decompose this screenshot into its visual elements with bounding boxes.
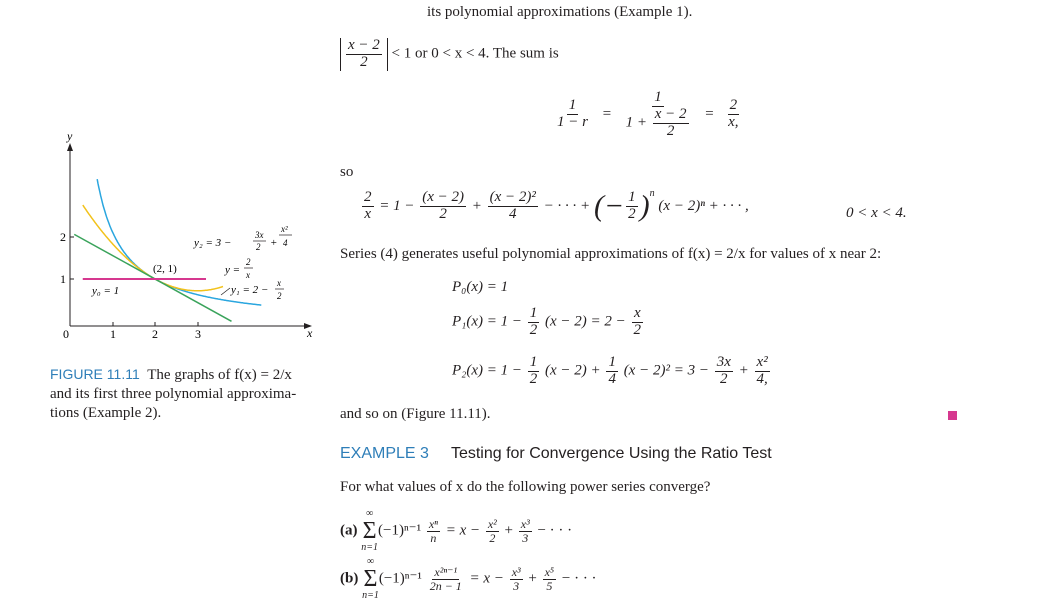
figure-11-11-graph [50,128,320,348]
label-y2-f2-den: 4 [283,238,288,248]
sum-formula: $\frac{1}{1 - r}$ = 1 1 + $\frac{x - 2}{2}$ = $\frac{2}{x,}$ [557,89,739,139]
label-f: y = [225,264,241,276]
label-f-group [224,257,253,280]
label-y2-f2-num: x² [281,224,288,234]
label-y2-f1-den: 2 [256,242,261,252]
end-of-example-mark [948,411,957,420]
label-f-num: 2 [246,257,251,267]
label-y1-group [221,278,284,301]
example-heading [340,445,772,463]
figure-caption: FIGURE 11.11 The graphs of f(x) = 2/x and its first three polynomial approxima- tions (Example 2). [50,366,297,421]
label-y1-frac-num: x [277,278,281,288]
series-range: 0 < x < 4. [846,205,907,221]
example-part-a: (a) ∞ Σ n=1 (−1)ⁿ⁻¹ $\frac{\text{xⁿ}}{n}$ = x − $\frac{\text{x²}}{2}$ + $\frac{\text{x³}}{3}$ − · · · [340,508,573,553]
convergence-condition: $\frac{x - 2}{2}$ < 1 or 0 < x < 4. The sum is [340,38,559,71]
caption-label: FIGURE 11.11 [50,366,140,382]
x-tick-label-0: 0 [63,327,69,341]
series-expansion: $\frac{2}{x}$ = 1 − $\frac{(x - 2)}{2}$ + $\frac{\text{(x − 2)²}}{4}$ − · · · + (− $\frac{1}{2}$ )$^n$ (x − 2)ⁿ + · · · , [364,188,749,223]
x-axis-label: x [307,326,313,340]
example-question: For what values of x do the following power series converge? [340,479,711,495]
label-y0: y₀ = 1 [92,285,120,297]
and-so-on: and so on (Figure 11.11). [340,406,491,422]
label-y2-plus: + [270,237,278,249]
y-axis-label: y [67,129,73,143]
label-f-den: x [246,270,250,280]
x-tick-label-3: 3 [195,327,201,341]
label-y1: y₁ = 2 − [231,284,269,296]
approx-p1: P₁(x) = 1 − $\frac{1}{2}$ (x − 2) = 2 − $\frac{x}{2}$ [452,305,642,338]
x-tick-label-2: 2 [152,327,158,341]
example-part-b: (b) ∞ Σ n=1 (−1)ⁿ⁻¹ $\frac{\text{x²ⁿ⁻¹}}{2n - 1}$ = x − $\frac{\text{x³}}{3}$ + $\frac{\text{x⁵}}{5}$ − · · · [340,556,597,601]
intro-text: its polynomial approximations (Example 1). [427,4,693,20]
x-tick-label-1: 1 [110,327,116,341]
example-label: EXAMPLE 3 [340,445,429,462]
so-label: so [340,164,354,180]
label-y2: y₂ = 3 − [194,237,232,249]
approx-p2: P₂(x) = 1 − $\frac{1}{2}$ (x − 2) + $\frac{1}{4}$ (x − 2)² = 3 − $\frac{3x}{2}$ + $\frac{\text{x²}}{4,}$ [452,354,768,387]
label-y2-group [193,224,292,252]
series-sentence: Series (4) generates useful polynomial approximations of f(x) = 2/x for values of x near 2: [340,246,882,262]
y-tick-label-2: 2 [60,230,66,244]
example-title: Testing for Convergence Using the Ratio Test [450,445,772,462]
approx-p0: P₀(x) = 1 [452,279,509,295]
y-axis-arrow [67,143,73,151]
label-y1-frac-den: 2 [277,291,282,301]
label-y2-f1-num: 3x [255,230,264,240]
y-tick-label-1: 1 [60,272,66,286]
point-label: (2, 1) [153,263,177,275]
